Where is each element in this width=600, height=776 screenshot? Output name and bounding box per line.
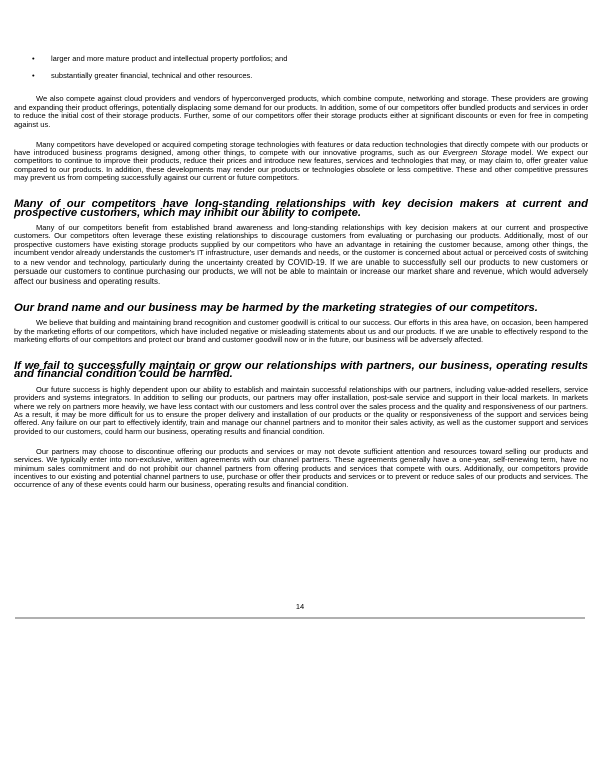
risk-heading-brand: Our brand name and our business may be harmed by the marketing strategies of our competitors. <box>14 301 538 314</box>
paragraph-text: Many of our competitors benefit from established brand awareness and long-standing relationships with key decision makers at our current and prospective customers. Our competitors often leverage these existing relationships to discourage customers from evaluating or purchasing our products. Additionally, most of our prospective customers have existing storage products supplied by our competitors who have an advantage in retaining the customer because, among other things, the incumbent vendor already understands the customer's IT infrastructure, user demands and needs, or the customer is concerned about actual or perceived costs of switching to a new vendor and technology, particularly during the uncertainty <box>14 223 588 267</box>
bullet-icon: • <box>32 71 35 80</box>
paragraph-cloud-competition: We also compete against cloud providers and vendors of hyperconverged products, which combine compute, networking and storage. These providers are growing and expanding their product offerings, potentially displacing some demand for our products. In addition, some of our competitors offer bundled products and services in order to reduce the initial cost of their storage products. Further, some of our competitors offer their storage products either at significant discounts or even for free in competing against us. <box>14 94 588 129</box>
covid-sentence: created by COVID-19. If we are unable to successfully sell our products to new customers or persuade our customers to continue purchasing our products, we will not be able to maintain or increase our market share and revenue, which would adversely affect our business and operating results. <box>14 257 589 286</box>
risk-heading-relationships: Many of our competitors have long-standing relationships with key decision makers at current and prospective customers, which may inhibit our ability to compete. <box>14 198 588 219</box>
evergreen-storage-term: Evergreen Storage <box>442 148 508 158</box>
footer-divider <box>15 617 585 619</box>
paragraph-text: model. We expect our competitors to continue to improve their products, reduce their prices and introduce new features, services and technologies that may, or may claim to, offer greater value compared to our products. In addition, these developments may render our products or technologies obsolete or less competitive. These and other competitive pressures may prevent us from competing successfully against our current or future competitors. <box>14 148 588 183</box>
page-content <box>14 55 588 501</box>
bullet-text: substantially greater financial, technical and other resources. <box>51 71 253 80</box>
paragraph-competing-technologies <box>14 141 588 183</box>
bullet-icon: • <box>32 54 35 63</box>
bullet-list <box>14 55 588 80</box>
paragraph-partners-success: Our future success is highly dependent upon our ability to establish and maintain successful relationships with our partners, including value-added resellers, service providers and systems integrators. In addition to selling our products, our partners may offer installation, post-sale service and support in their local markets. In markets where we rely on partners more heavily, we have less contact with our customers and less control over the sales process and the quality and responsiveness of our partners. As a result, it may be more difficult for us to ensure the proper delivery and installation of our products or the quality or responsiveness of the support and services being offered. Any failure on our part to effectively identify, train and manage our channel partners and to monitor their sales activity, as well as the customer support and services provided to our customers, could harm our business, operating results and financial condition. <box>14 384 588 436</box>
paragraph-brand: We believe that building and maintaining brand recognition and customer goodwill is critical to our success. Our efforts in this area have, on occasion, been hampered by the marketing efforts of our competitors, which have included negative or misleading statements about us and our products. If we are unable to effectively respond to the marketing efforts of our competitors and protect our brand and customer goodwill now or in the future, our business will be adversely affected. <box>14 318 588 344</box>
paragraph-relationships <box>14 224 588 286</box>
paragraph-partners-agreements: Our partners may choose to discontinue offering our products and services or may not devote sufficient attention and resources toward selling our products and services. We typically enter into non-exclusive, written agreements with our channel partners. These agreements generally have a one-year, self-renewing term, have no minimum sales commitment and do not prohibit our channel partners from offering products and services that compete with ours. Additionally, our competitors provide incentives to our existing and potential channel partners to use, purchase or offer their products and services or to prevent or reduce sales of our products and services. The occurrence of any of these events could harm our business, operating results and financial condition. <box>14 446 588 490</box>
bullet-text: larger and more mature product and intellectual property portfolios; and <box>51 54 288 63</box>
list-item <box>14 72 588 80</box>
page-number: 14 <box>295 602 305 611</box>
list-item <box>14 55 588 63</box>
risk-heading-partners: If we fail to successfully maintain or grow our relationships with partners, our business, operating results and financial condition could be harmed. <box>14 360 588 381</box>
paragraph-text: Many competitors have developed or acquired competing storage technologies with features or data reduction technologies that directly compete with our products or have introduced business programs designed, among other things, to compete with our innovative programs, such as our <box>14 139 588 158</box>
